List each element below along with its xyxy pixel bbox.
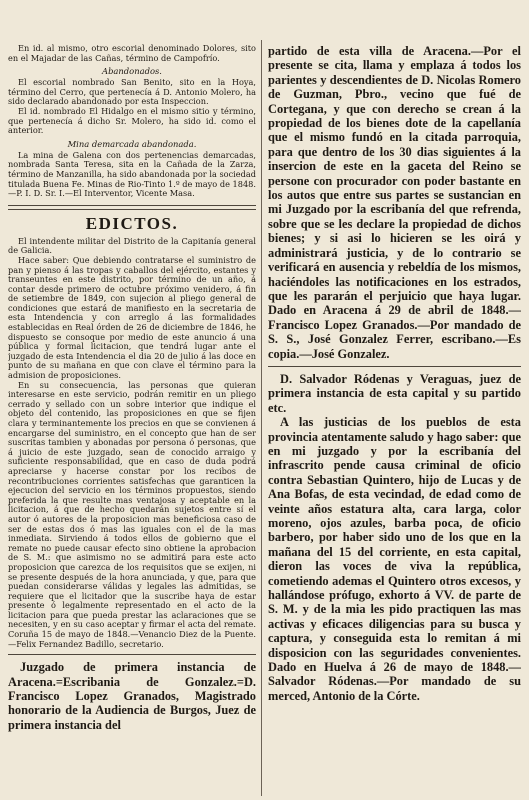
- mina-paragraph: La mina de Galena con dos pertenencias demarcadas, nombrada Santa Teresa, sita en la Cañada de la Zarza, término de Manzanilla, ha sido abandonada por la sociedad titulada Buena Fe. Minas de Rio-Tinto 1.º de mayo de 1848.—P. I. D. Sr. I.—El Interventor, Vicente Masa.: [8, 149, 256, 199]
- mina-heading: Mina demarcada abandonada.: [67, 138, 197, 149]
- column-divider: [261, 40, 262, 796]
- continuation-paragraph: partido de esta villa de Aracena.—Por el presente se cita, llama y emplaza á todos los parientes y descendientes de D. Nicolas Romero de Guzman, Pbro., vecino que fué de Cortegana, y que con derecho se crean á la propiedad de los bienes dote de la capellanía que el mismo fundó en la citada parroquia, para que dentro de los 30 dias siguientes á la insercion de este en la gaceta del Reino se persone con procurador con poder bastante en los autos que entre sus partes se sustancian en mi Juzgado por la escribanía del que refrenda, sobre que se les declare la propiedad de dichos bienes; y si asi lo hicieren se les oirá y administrará justicia, y de lo contrario se verificará en ausencia y rebeldía de los mismos, haciéndoles las notificaciones en los estrados, que les pararán el perjuicio que haya lugar. Dado en Aracena á 29 de abril de 1848.—Francisco Lopez Granados.—Por mandado de S. S., José Gonzalez Ferrer, escribano.—Es copia.—José Gonzalez.: [268, 44, 521, 361]
- edicto-huelva: [268, 372, 521, 703]
- edicto-divider: [268, 366, 521, 367]
- abandonados-paragraph: El id. nombrado El Hidalgo en el mismo sitio y término, que pertenecía á dicho Sr. Molero, ha sido id. como el anterior.: [8, 105, 256, 136]
- right-column: [268, 44, 521, 794]
- edicto-aracena-paragraph: Juzgado de primera instancia de Aracena.=Escribania de Gonzalez.=D. Francisco Lopez Granados, Magistrado honorario de la Audiencia de Burgos, Juez de primera instancia del: [8, 660, 256, 732]
- edicto-divider: [8, 654, 256, 655]
- section-divider: [8, 205, 256, 210]
- edicto-huelva-paragraph: A las justicias de los pueblos de esta provincia atentamente saludo y hago saber: que en mi juzgado y por la escribanía del infrascrito pende causa criminal de oficio contra Sebastian Quintero, hijo de Lucas y de Ana Bofas, de esta vecindad, de edad como de veinte años estatura alta, cara larga, color moreno, ojos azules, barba poca, de oficio barbero, por haber sido uno de los que en la mañana del 15 del corriente, en esta capital, dieron las voces de viva la república, cometiendo ademas el Quintero otros excesos, y hallándose prófugo, exhorto á VV. de parte de S. M. y de la mia les pido practiquen las mas activas y eficaces diligencias para su busca y captura, y conseguida esta lo remitan á mi disposicion con las seguridades convenientes. Dado en Huelva á 26 de mayo de 1848.—Salvador Ródenas.—Por mandado de su merced, Antonio de la Córte.: [268, 415, 521, 703]
- left-column: [8, 44, 256, 794]
- edicto-huelva-heading: D. Salvador Ródenas y Veraguas, juez de primera instancia de esta capital y su partido etc.: [268, 371, 521, 415]
- edicto-intro: El intendente militar del Distrito de la Capitanía general de Galicia.: [8, 235, 256, 256]
- edicto-aracena-start: [8, 660, 256, 732]
- edicto-intendente: [8, 237, 256, 650]
- abandonados-heading: Abandonados.: [102, 66, 162, 77]
- abandonados-paragraph: El escorial nombrado San Benito, sito en la Hoya, término del Cerro, que pertenecía á D. Antonio Molero, ha sido declarado abandonado por esta Inspeccion.: [8, 77, 256, 107]
- top-paragraph: En id. al mismo, otro escorial denominado Dolores, sito en el Majadar de las Cañas, término de Campofrío.: [8, 44, 256, 63]
- edicto-aracena-continuation: [268, 44, 521, 361]
- mining-notices: [8, 44, 256, 199]
- edictos-title: EDICTOS.: [85, 213, 179, 233]
- edicto-paragraph: En su consecuencia, las personas que quieran interesarse en este servicio, podrán remitir en un pliego cerrado y sellado con un sobre interior que indique el objeto del contenido, las proposiciones en que se fijen clara y terminantemente los precios en que se convienen á encargarse del suministro, en el concepto que han de ser suscritas tambien y abonadas por persona ó personas, que á juicio de este juzgado, sean de conocido arraigo y suficiente responsabilidad, que en caso de duda podrá apreciarse y hacerse constar por los recibos de recontribuciones corrientes satisfechas que garanticen la ejecucion del servicio en los términos propuestos, siendo preferida la que resulte mas ventajosa y aceptable en la licitacion, á que de hecho quedarán sujetos entre sí el autor ó autores de la proposicion mas beneficiosa caso de ser de estas dos ó mas las iguales con el de la mas inmediata. Sirviendo á todos ellos de gobierno que el remate no puede causar efecto sino obtiene la aprobacion de S. M.: que asimismo no se admitirá para este acto proposicion que carezca de los requisitos que se exijen, ni se presente después de la hora anunciada, y que, para que puedan considerarse válidas y legales las admitidas, se requiere que el licitador que la suscribe haya de estar presente ó legalmente representado en el acto de la licitacion para que pueda prestar las aclaraciones que se necesiten, y en su caso aceptar y firmar el acta del remate. Coruña 15 de mayo de 1848.—Venancio Diez de la Puente.—Felix Fernandez Badillo, secretario.: [8, 379, 256, 649]
- edicto-paragraph: Hace saber: Que debiendo contratarse el suministro de pan y pienso á las tropas y caballos del ejército, estantes y transeuntes en este distrito, por término de un año, á contar desde primero de octubre próximo venidero, á fin de setiembre de 1849, con sujecion al pliego general de condiciones que estará de manifiesto en la secretaria de esta Intendencia y con arreglo á las formalidades establecidas en Real órden de 26 de diciembre de 1846, he dispuesto se consoque por medio de este anuncio á una pública y formal licitacion, que tendrá lugar ante el juzgado de esta Intendencia el dia 20 de julio á las doce en punto de su mañana en que con clave el término para la admision de proposiciones.: [8, 254, 256, 381]
